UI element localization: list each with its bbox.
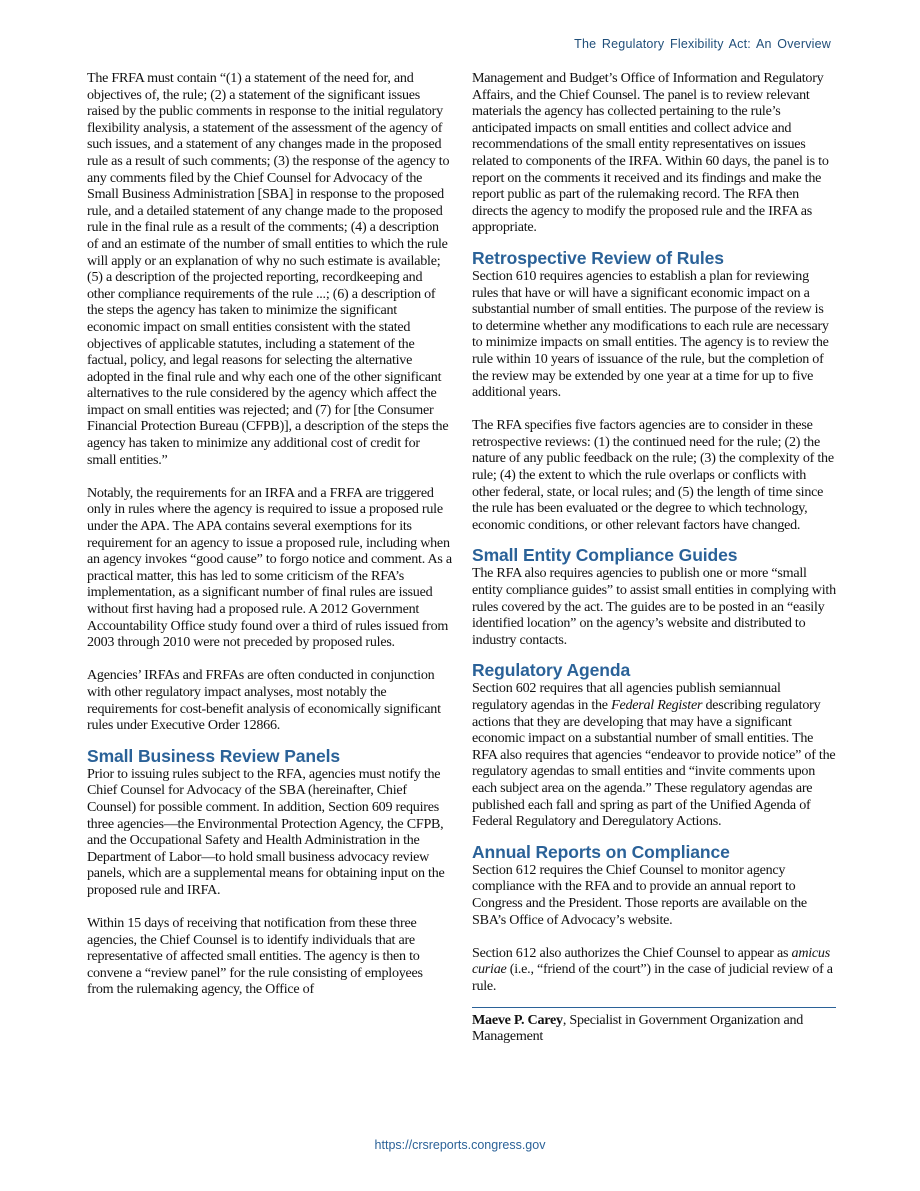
footer-url-link[interactable]: https://crsreports.congress.gov (374, 1138, 546, 1152)
agenda-text-end: describing regulatory actions that they are developing that may have a significant economic impact on a substantial number of small entities. The RFA also requires that agencies “endeavor to provide notice” of the regulatory agendas to small entities and “invite comments upon each subject area on the agenda.” These regulatory agendas are published each fall and spring as part of the Unified Agenda of Federal Regulatory and Deregulatory Actions. (472, 697, 836, 830)
author-name: Maeve P. Carey (472, 1011, 563, 1028)
federal-register-title: Federal Register (611, 697, 703, 713)
agenda-text-start: Section 602 requires that all agencies publish semiannual regulatory agendas in the (472, 680, 781, 713)
section-heading-annual-reports: Annual Reports on Compliance (472, 841, 730, 862)
section-heading-retrospective-review: Retrospective Review of Rules (472, 247, 724, 268)
compliance-guides-paragraph: The RFA also requires agencies to publish one or more “small entity compliance guides” to assist small entities in complying with rules covered by the act. The guides are to be posted in an “easily identified location” on the agency’s website and distributed to industry contacts. (472, 565, 836, 648)
frfa-contents-paragraph: The FRFA must contain “(1) a statement of the need for, and objectives of, the rule; (2) a statement of the significant issues raised by the public comments in response to the initial regulatory flexibility analysis, a statement of the assessment of the agency of such issues, and a statement of any changes made in the proposed rule as a result of such comments; (3) the response of the agency to any comments filed by the Chief Counsel for Advocacy of the Small Business Administration [SBA] in response to the proposed rule, and a detailed statement of any change made to the proposed rule in the final rule as a result of the comments; (4) a description of and an estimate of the number of small entities to which the rule will apply or an explanation of why no such estimate is available; (5) a description of the projected reporting, recordkeeping and other compliance requirements of the rule ...; (6) a description of the steps the agency has taken to minimize the significant economic impact on small entities consistent with the stated objectives of applicable statutes, including a statement of the factual, policy, and legal reasons for selecting the alternative adopted in the final rule and why each one of the other significant alternatives to the rule considered by the agency which affect the impact on small entities was rejected; and (7) for [the Consumer Financial Protection Bureau (CFPB)], a description of the steps the agency has taken to minimize any additional cost of credit for small entities.” (87, 70, 450, 468)
review-panels-paragraph-1: Prior to issuing rules subject to the RFA, agencies must notify the Chief Counsel for Advocacy of the SBA (hereinafter, Chief Counsel) for possible comment. In addition, Section 609 requires three agencies—the Environmental Protection Agency, the CFPB, and the Occupational Safety and Health Administration in the Department of Labor—to hold small business advocacy review panels, which are a supplemental means for obtaining input on the proposed rule and IRFA. (87, 765, 445, 898)
review-panels-continued-paragraph: Management and Budget’s Office of Information and Regulatory Affairs, and the Chief Counsel. The panel is to review relevant materials the agency has collected pertaining to the rule’s anticipated impacts on small entities and collect advice and recommendations of the small entity representatives on issues related to components of the IRFA. Within 60 days, the panel is to report on the comments it received and its findings and make the report public as part of the rulemaking record. The RFA then directs the agency to modify the proposed rule and the IRFA as appropriate. (472, 70, 829, 236)
section-heading-regulatory-agenda: Regulatory Agenda (472, 660, 631, 681)
section-heading-compliance-guides: Small Entity Compliance Guides (472, 545, 738, 566)
amicus-text-end: (i.e., “friend of the court”) in the case of judicial review of a rule. (472, 961, 833, 994)
retrospective-review-paragraph-2: The RFA specifies five factors agencies are to consider in these retrospective reviews: (1) the continued need for the rule; (2) the nature of any public feedback on the rule; (3) the complexity of the rule; (4) the extent to which the rule overlaps or conflicts with other federal, state, or local rules; and (5) the length of time since the rule has been evaluated or the degree to which technology, economic conditions, or other relevant factors have changed. (472, 417, 834, 533)
left-column (87, 70, 452, 998)
author-byline (472, 1007, 836, 1045)
annual-reports-paragraph-1: Section 612 requires the Chief Counsel to monitor agency compliance with the RFA and to provide an annual report to Congress and the President. Those reports are available on the SBA’s Office of Advocacy’s website. (472, 861, 807, 928)
annual-reports-paragraph-2 (472, 945, 836, 995)
amicus-text-start: Section 612 also authorizes the Chief Counsel to appear as (472, 944, 792, 961)
regulatory-impact-analyses-paragraph: Agencies’ IRFAs and FRFAs are often conducted in conjunction with other regulatory impact analyses, most notably the requirements for cost-benefit analysis of economically significant rules under Executive Order 12866. (87, 667, 441, 734)
section-heading-review-panels: Small Business Review Panels (87, 745, 341, 766)
amicus-curiae-term: amicus curiae (472, 944, 830, 978)
running-header-title: The Regulatory Flexibility Act: An Overview (574, 37, 831, 51)
author-role: , Specialist in Government Organization and Management (472, 1011, 804, 1045)
regulatory-agenda-paragraph (472, 680, 836, 829)
author-line (472, 1012, 836, 1045)
right-column (472, 70, 836, 1045)
review-panels-paragraph-2: Within 15 days of receiving that notification from these three agencies, the Chief Counsel is to identify individuals that are representative of affected small entities. The agency is then to convene a “review panel” for the rule consisting of employees from the rulemaking agency, the Office of (87, 915, 423, 998)
irfa-frfa-triggers-paragraph: Notably, the requirements for an IRFA and a FRFA are triggered only in rules where the agency is required to issue a proposed rule under the APA. The APA contains several exemptions for its requirement for an agency to issue a proposed rule, including when an agency invokes “good cause” to forgo notice and comment. As a practical matter, this has led to some criticism of the RFA’s implementation, as a significant number of final rules are issued without first having had a proposed rule. A 2012 Government Accountability Office study found over a third of rules issued from 2003 through 2010 were not preceded by proposed rules. (87, 484, 452, 651)
retrospective-review-paragraph-1: Section 610 requires agencies to establish a plan for reviewing rules that have or will have a significant economic impact on a substantial number of small entities. The purpose of the review is to determine whether any modifications to each rule are necessary to minimize impacts on small entities. The agency is to review the rule within 10 years of issuance of the rule, but the completion of the review may be extended by one year at a time for up to five additional years. (472, 267, 829, 401)
